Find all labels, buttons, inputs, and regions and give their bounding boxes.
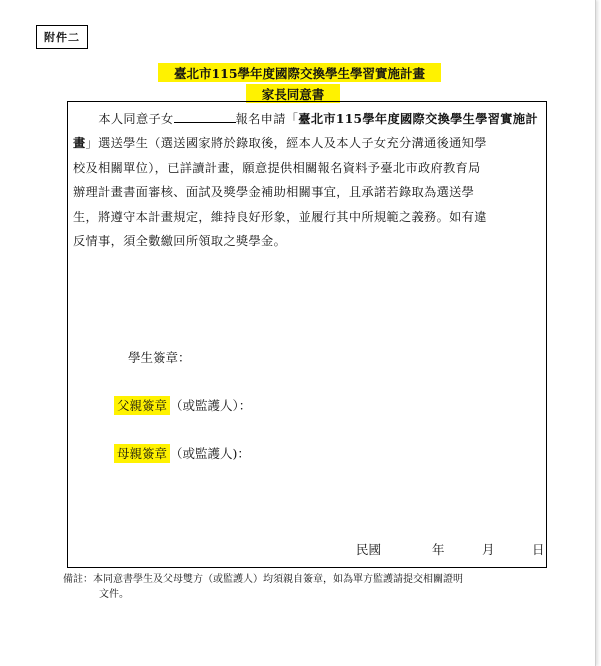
- footnote: [63, 572, 553, 602]
- consent-body: [73, 107, 543, 253]
- mother-signature-row: [114, 444, 250, 462]
- child-name-blank[interactable]: [174, 109, 236, 123]
- body-line-4: 辦理計畫書面審核、面試及獎學金補助相關事宜，且承諾若錄取為選送學: [73, 185, 475, 200]
- father-signature-suffix: （或監護人）：: [170, 398, 252, 413]
- date-era: 民國: [356, 542, 382, 557]
- father-signature-row: [114, 396, 251, 414]
- mother-signature-label: 母親簽章: [114, 444, 170, 463]
- body-line-5: 生，將遵守本計畫規定，維持良好形象，並履行其中所規範之義務。如有違: [73, 209, 487, 224]
- document-title: 臺北市115學年度國際交換學生學習實施計畫: [158, 63, 441, 82]
- date-year: 年: [432, 542, 445, 557]
- date-day: 日: [532, 542, 545, 557]
- body-line-2: [73, 131, 543, 155]
- body-line-1: [73, 107, 543, 131]
- footnote-line-2: 文件。: [99, 589, 129, 600]
- document-subtitle: 家長同意書: [246, 84, 340, 103]
- body-text-apply: 報名申請「: [235, 112, 299, 126]
- plan-name-end: 畫: [73, 136, 86, 151]
- attachment-label: 附件二: [36, 25, 88, 49]
- body-text: 」選送學生（選送國家將於錄取後，經本人及本人子女充分溝通後通知學: [85, 136, 487, 151]
- footnote-line-1: 備註：本同意書學生及父母雙方（或監護人）均須親自簽章，如為單方監護請提交相關證明: [63, 574, 463, 585]
- body-text-consent: 本人同意子女: [98, 112, 174, 126]
- body-line-3: 校及相關單位），已詳讀計畫，願意提供相關報名資料予臺北市政府教育局: [73, 160, 481, 175]
- student-signature-label: 學生簽章：: [128, 350, 191, 365]
- date-month: 月: [482, 542, 495, 557]
- mother-signature-suffix: （或監護人)：: [170, 446, 250, 461]
- plan-name: 臺北市115學年度國際交換學生學習實施計: [298, 112, 538, 126]
- body-line-6: 反情事，須全數繳回所領取之獎學金。: [73, 234, 287, 249]
- father-signature-label: 父親簽章: [114, 396, 170, 415]
